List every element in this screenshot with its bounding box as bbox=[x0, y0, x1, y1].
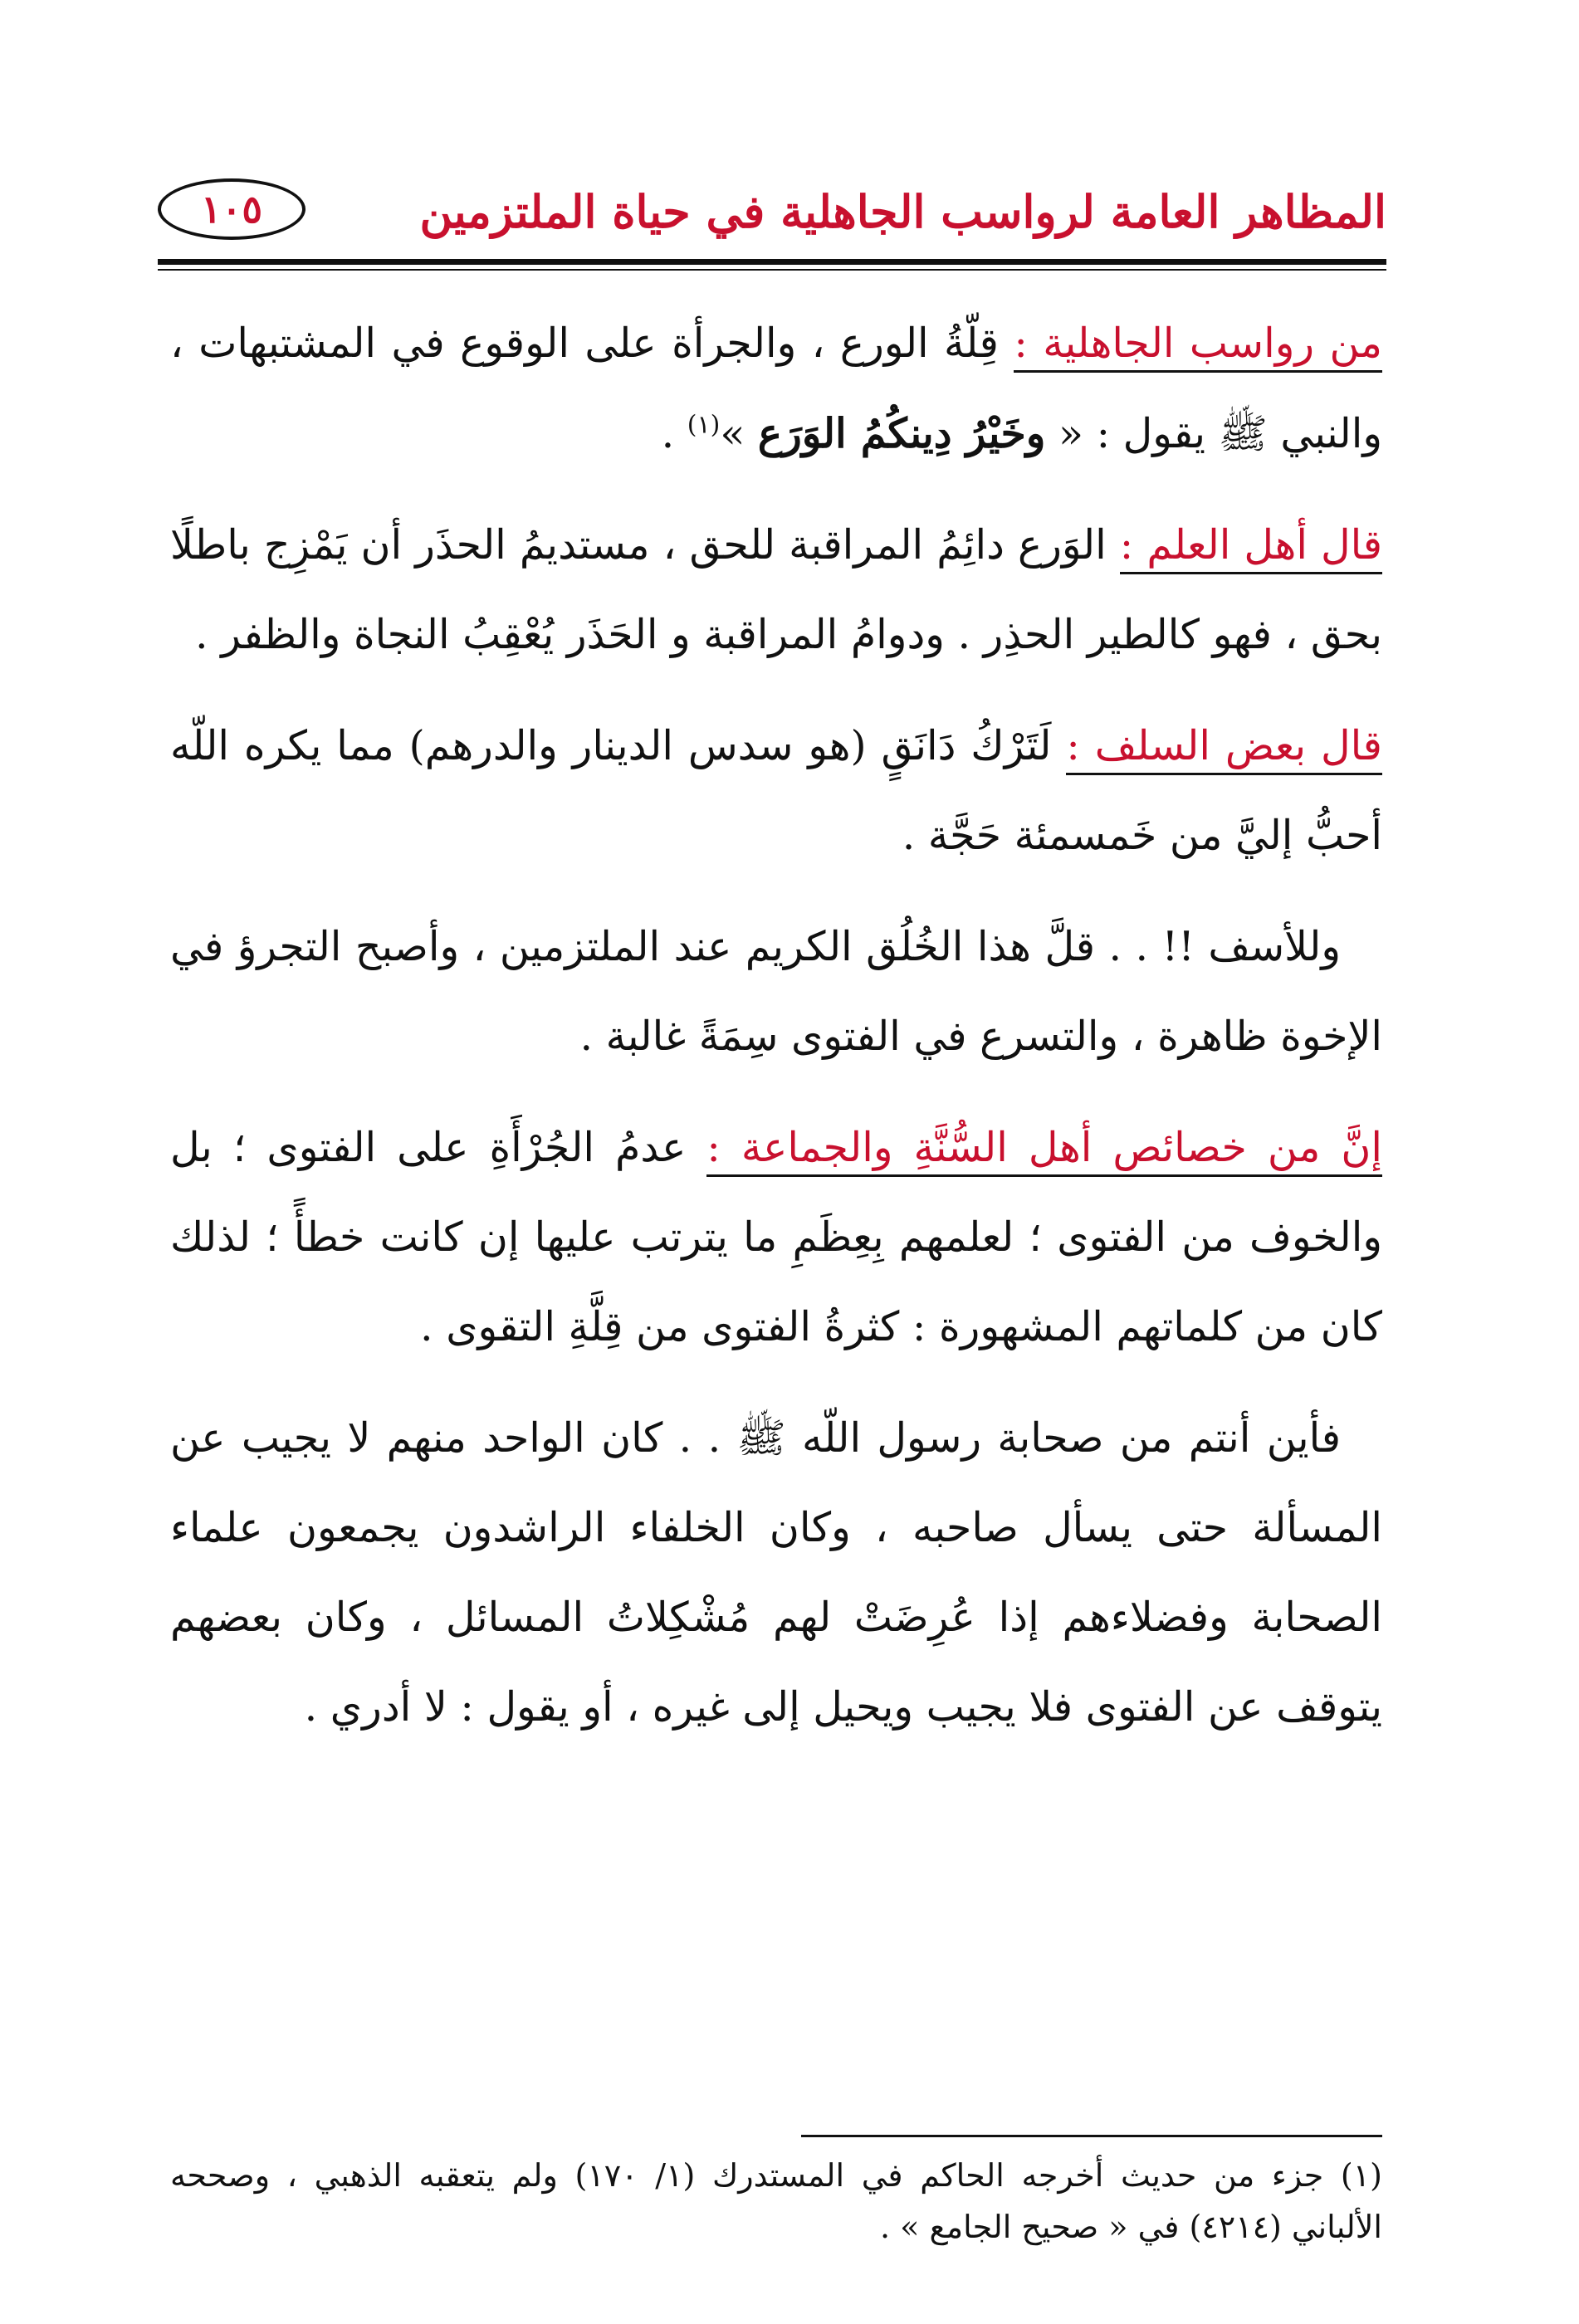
paragraph-text: الوَرع دائِمُ المراقبة للحق ، مستديمُ الحذَر أن يَمْزِج باطلًا بحق ، فهو كالطير الحذِر . ودوامُ المراقبة و الحَذَر يُعْقِبُ النجاة والظفر . bbox=[170, 521, 1382, 658]
footnote: (١) جزء من حديث أخرجه الحاكم في المستدرك (١/ ١٧٠) ولم يتعقبه الذهبي ، وصححه الألباني (٤٢١٤) في « صحيح الجامع » . bbox=[170, 2157, 1382, 2245]
paragraph-text: قِلّةُ الورع ، والجرأة على الوقوع في المشتبهات ، والنبي ﷺ يقول : « bbox=[170, 320, 1382, 457]
paragraph-regret bbox=[170, 902, 1382, 1081]
page-header bbox=[158, 178, 1386, 253]
paragraph-text: لَتَرْكُ دَانَقٍ (هو سدس الدينار والدرهم) مما يكره اللّه أحبُّ إليَّ من خَمسمئة حَجَّة . bbox=[170, 722, 1382, 859]
paragraph-lead: إنَّ من خصائص أهل السُّنَّةِ والجماعة : bbox=[706, 1124, 1382, 1177]
footnote-ref: (١) bbox=[687, 410, 721, 440]
paragraph-text: فأين أنتم من صحابة رسول اللّه ﷺ . . كان الواحد منهم لا يجيب عن المسألة حتى يسأل صاحبه ، وكان الخلفاء الراشدون يجمعون علماء الصحابة وفضلاءهم إذا عُرِضَتْ لهم مُشْكِلاتُ المسائل ، وكان بعضهم يتوقف عن الفتوى فلا يجيب ويحيل إلى غيره ، أو يقول : لا أدري . bbox=[170, 1414, 1382, 1731]
quote-close: » bbox=[720, 410, 758, 457]
paragraph-salaf bbox=[170, 701, 1382, 881]
paragraph-text: عدمُ الجُرْأَةِ على الفتوى ؛ بل والخوف من الفتوى ؛ لعلمهم بِعِظَمِ ما يترتب عليها إن كانت خطأً ؛ لذلك كان من كلماتهم المشهورة : كثرةُ الفتوى من قِلَّةِ التقوى . bbox=[170, 1124, 1382, 1350]
paragraph-text: وللأسف !! . . قلَّ هذا الخُلُق الكريم عند الملتزمين ، وأصبح التجرؤ في الإخوة ظاهرة ، والتسرع في الفتوى سِمَةً غالبة . bbox=[170, 923, 1382, 1060]
hadith-quote: وخَيْرُ دِينكُمُ الوَرَع bbox=[757, 409, 1046, 457]
paragraph-lead: قال أهل العلم : bbox=[1120, 521, 1382, 574]
header-rule-thin bbox=[158, 269, 1386, 271]
paragraph-ahl-sunnah bbox=[170, 1103, 1382, 1372]
main-text bbox=[170, 299, 1382, 1774]
footnote-separator bbox=[801, 2135, 1382, 2137]
paragraph-end: . bbox=[661, 410, 687, 457]
header-rule-thick bbox=[158, 259, 1386, 265]
paragraph-ahl-alilm bbox=[170, 500, 1382, 680]
paragraph-lead: قال بعض السلف : bbox=[1066, 722, 1382, 775]
running-title: المظاهر العامة لرواسب الجاهلية في حياة الملتزمين bbox=[419, 185, 1386, 238]
paragraph-sahaba bbox=[170, 1394, 1382, 1752]
page-number-badge: ١٠٥ bbox=[158, 178, 306, 240]
paragraph-wara bbox=[170, 299, 1382, 479]
paragraph-lead: من رواسب الجاهلية : bbox=[1014, 320, 1382, 373]
